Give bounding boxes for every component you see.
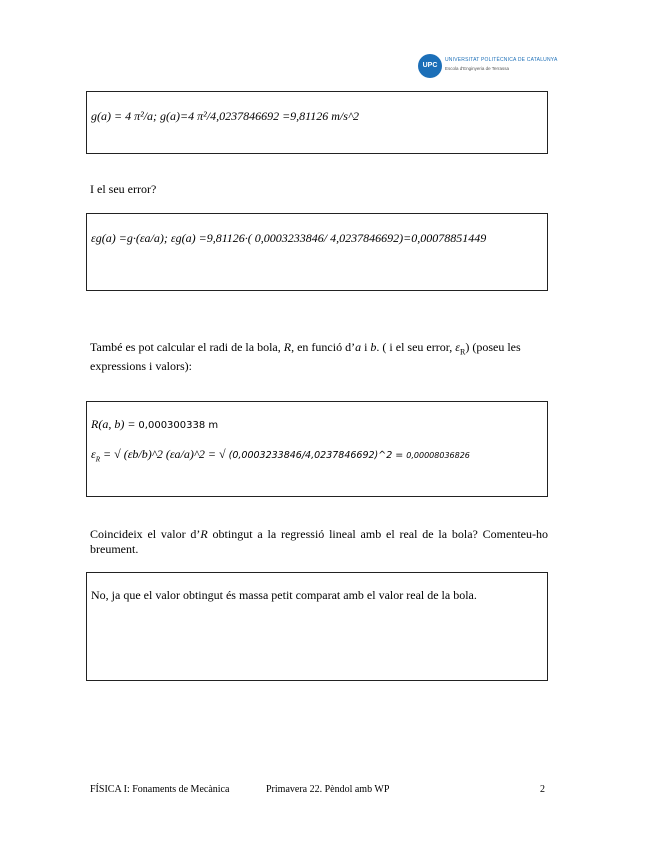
- upc-logo: [418, 54, 558, 80]
- gravity-formula: g(a) = 4 π²/a; g(a)=4 π²/4,0237846692 =9,81126 m/s^2: [91, 109, 360, 123]
- answer-box-gravity-error[interactable]: [86, 213, 548, 291]
- question-radius: També es pot calcular el radi de la bola, R, en funció d’a i b. ( i el seu error, $\varepsilon_R$) (poseu les expressions i valors):: [90, 340, 521, 374]
- answer-box-gravity[interactable]: [86, 91, 548, 154]
- answer-box-radius[interactable]: [86, 401, 548, 497]
- footer-title: Primavera 22. Pèndol amb WP: [266, 784, 390, 795]
- gravity-error-formula: εg(a) =g·(εa/a); εg(a) =9,81126·( 0,0003233846/ 4,0237846692)=0,00078851449: [91, 231, 487, 245]
- radius-error-formula: $\varepsilon_R$ = √ (εb/b)^2 (εa/a)^2 = √ (0,0003233846/4,0237846692)^2 = 0,00008036826: [91, 447, 470, 464]
- page-number: 2: [540, 784, 545, 795]
- upc-logo-icon: UPC: [418, 54, 442, 78]
- question-error: I el seu error?: [90, 182, 157, 196]
- footer-course: FÍSICA I: Fonaments de Mecànica: [90, 784, 230, 795]
- answer-box-comment[interactable]: [86, 572, 548, 681]
- question-compare: Coincideix el valor d’R obtingut a la regressió lineal amb el real de la bola? Comenteu-ho breument.: [90, 527, 548, 556]
- logo-school-name: Escola d'Enginyeria de Terrassa: [445, 66, 510, 71]
- logo-university-name: UNIVERSITAT POLITÈCNICA DE CATALUNYA: [445, 57, 558, 63]
- comment-answer: No, ja que el valor obtingut és massa petit comparat amb el valor real de la bola.: [91, 588, 477, 602]
- radius-formula: R(a, b) = 0,000300338 m: [91, 417, 219, 431]
